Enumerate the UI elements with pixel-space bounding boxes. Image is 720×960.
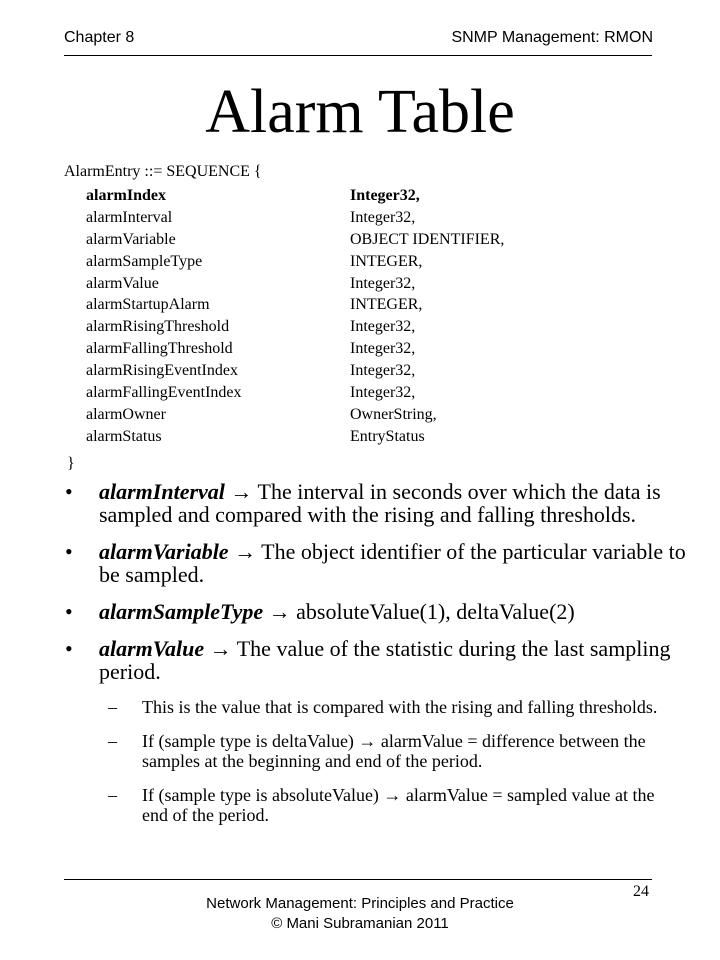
field-name: alarmRisingThreshold bbox=[86, 318, 230, 336]
sub-bullet-text: This is the value that is compared with the rising and falling thresholds. bbox=[142, 697, 658, 717]
sub-bullet-item bbox=[108, 731, 678, 771]
footer-book-title: Network Management: Principles and Practice bbox=[206, 895, 514, 912]
bullet-item bbox=[64, 540, 704, 586]
field-name: alarmSampleType bbox=[86, 252, 203, 270]
field-type: OwnerString, bbox=[350, 405, 437, 423]
bullet-marker: • bbox=[65, 539, 73, 564]
field-type: OBJECT IDENTIFIER, bbox=[350, 230, 505, 248]
field-type: INTEGER, bbox=[350, 296, 423, 314]
slide-title: Alarm Table bbox=[205, 78, 515, 146]
bullet-text: The interval in seconds over which the data is sampled and compared with the rising and falling thresholds. bbox=[99, 479, 661, 527]
field-name: alarmRisingEventIndex bbox=[86, 362, 238, 380]
asn-field-row bbox=[86, 185, 504, 207]
field-name: alarmFallingEventIndex bbox=[86, 384, 242, 402]
asn-field-row bbox=[86, 273, 504, 295]
sub-bullet-item bbox=[108, 697, 678, 717]
footer-copyright: © Mani Subramanian 2011 bbox=[271, 915, 449, 932]
bullet-item bbox=[64, 600, 704, 623]
field-name: alarmStatus bbox=[86, 427, 162, 445]
field-name: alarmStartupAlarm bbox=[86, 296, 210, 314]
field-type: Integer32, bbox=[350, 340, 416, 358]
bullet-text: absoluteValue(1), deltaValue(2) bbox=[290, 599, 575, 624]
sub-bullet-text: If (sample type is deltaValue) → alarmValue = difference between the samples at the beginning and end of the period. bbox=[142, 731, 646, 771]
sub-bullet-text: If (sample type is absoluteValue) → alarmValue = sampled value at the end of the period. bbox=[142, 785, 655, 825]
bullet-marker: • bbox=[65, 599, 73, 624]
field-type: Integer32, bbox=[350, 362, 416, 380]
field-type: Integer32, bbox=[350, 384, 416, 402]
bullet-marker: • bbox=[65, 479, 73, 504]
sub-bullet-item bbox=[108, 785, 678, 825]
footer bbox=[0, 894, 720, 934]
sub-bullet-marker: – bbox=[108, 731, 117, 751]
asn-field-row bbox=[86, 360, 504, 382]
asn-field-row bbox=[86, 251, 504, 273]
asn-field-list bbox=[86, 185, 504, 448]
field-type: INTEGER, bbox=[350, 252, 423, 270]
chapter-label: Chapter 8 bbox=[64, 29, 135, 46]
asn-field-row bbox=[86, 207, 504, 229]
sub-bullet-list bbox=[108, 697, 678, 825]
asn-field-row bbox=[86, 338, 504, 360]
header-divider bbox=[64, 55, 652, 56]
asn-field-row bbox=[86, 316, 504, 338]
bullet-text: The object identifier of the particular variable to be sampled. bbox=[99, 539, 686, 587]
field-type: Integer32, bbox=[350, 187, 420, 204]
field-name: alarmFallingThreshold bbox=[86, 340, 233, 358]
asn-field-row bbox=[86, 404, 504, 426]
slide-subject: SNMP Management: RMON bbox=[451, 29, 653, 46]
asn-field-row bbox=[86, 426, 504, 448]
bullet-item bbox=[64, 480, 704, 526]
field-name: alarmVariable bbox=[86, 230, 176, 248]
asn-field-row bbox=[86, 382, 504, 404]
field-name: alarmValue bbox=[86, 274, 159, 292]
sub-bullet-marker: – bbox=[108, 785, 117, 805]
asn-field-row bbox=[86, 294, 504, 316]
field-name: alarmInterval bbox=[86, 208, 173, 226]
field-name: alarmOwner bbox=[86, 405, 166, 423]
bullet-item bbox=[64, 637, 704, 683]
bullet-term: alarmInterval → bbox=[99, 479, 253, 504]
bullet-term: alarmVariable → bbox=[99, 539, 257, 564]
field-type: Integer32, bbox=[350, 274, 416, 292]
bullet-term: alarmSampleType → bbox=[99, 599, 291, 624]
bullet-text: The value of the statistic during the last sampling period. bbox=[99, 636, 671, 684]
bullet-marker: • bbox=[65, 636, 73, 661]
field-type: EntryStatus bbox=[350, 427, 425, 445]
field-type: Integer32, bbox=[350, 318, 416, 336]
asn-sequence-close: } bbox=[67, 455, 75, 472]
footer-divider bbox=[64, 879, 652, 880]
asn-sequence-header: AlarmEntry ::= SEQUENCE { bbox=[64, 163, 262, 180]
asn-field-row bbox=[86, 229, 504, 251]
bullet-list bbox=[64, 480, 704, 839]
bullet-term: alarmValue → bbox=[99, 636, 232, 661]
field-type: Integer32, bbox=[350, 208, 416, 226]
page-number: 24 bbox=[633, 883, 649, 900]
sub-bullet-marker: – bbox=[108, 697, 117, 717]
field-name: alarmIndex bbox=[86, 187, 166, 204]
